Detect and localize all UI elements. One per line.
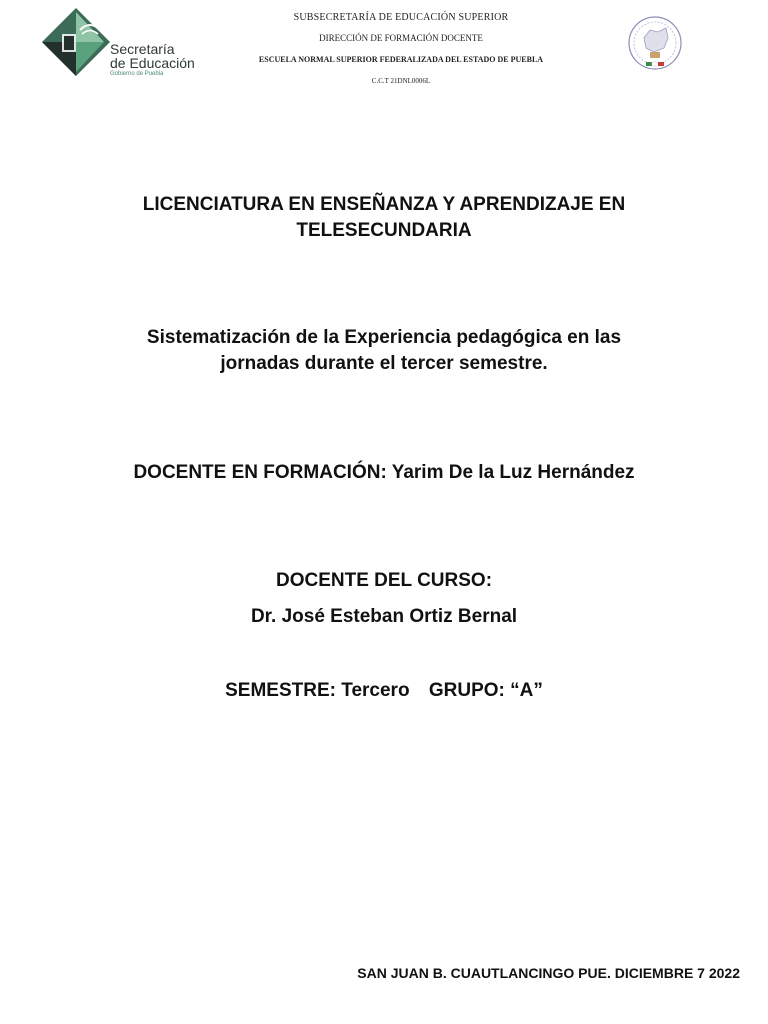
- secretaria-logo-text: [110, 42, 195, 77]
- logo-line-gobierno: Gobierno de Puebla: [110, 71, 164, 77]
- semester-group-line: [0, 678, 768, 704]
- place-date: SAN JUAN B. CUAUTLANCINGO PUE. DICIEMBRE 7 2022: [357, 965, 740, 981]
- semester-value: Tercero: [341, 680, 410, 701]
- institution-header: [258, 10, 544, 85]
- student-line: [0, 460, 768, 486]
- subject-line1: Sistematización de la Experiencia pedagógica en las: [146, 327, 622, 348]
- logo-line-de-educacion: de Educación: [110, 55, 195, 71]
- logo-line-secretaria: Secretaría: [110, 41, 175, 57]
- teacher-label: DOCENTE DEL CURSO:: [275, 570, 493, 591]
- group-label: GRUPO:: [428, 680, 505, 701]
- document-subject: [0, 325, 768, 377]
- program-title-line1: LICENCIATURA EN ENSEÑANZA Y APRENDIZAJE EN: [142, 194, 626, 215]
- subject-line2: jornadas durante el tercer semestre.: [220, 353, 548, 374]
- teacher-name: Dr. José Esteban Ortiz Bernal: [250, 606, 518, 627]
- school-seal-icon: [624, 14, 686, 76]
- header-escuela: ESCUELA NORMAL SUPERIOR FEDERALIZADA DEL ESTADO DE PUEBLA: [258, 55, 544, 64]
- program-title-line2: TELESECUNDARIA: [296, 220, 472, 241]
- secretaria-educacion-logo: [40, 8, 200, 82]
- student-label: DOCENTE EN FORMACIÓN:: [133, 462, 387, 483]
- student-name: Yarim De la Luz Hernández: [391, 462, 635, 483]
- header-direccion: DIRECCIÓN DE FORMACIÓN DOCENTE: [319, 33, 483, 43]
- program-title: [0, 192, 768, 244]
- header-subsecretaria: SUBSECRETARÍA DE EDUCACIÓN SUPERIOR: [293, 12, 509, 23]
- header-cct: C.C.T 21DNL0006L: [371, 77, 431, 85]
- secretaria-logo-emblem: [40, 8, 110, 82]
- semester-label: SEMESTRE:: [225, 680, 336, 701]
- group-value: “A”: [510, 680, 543, 701]
